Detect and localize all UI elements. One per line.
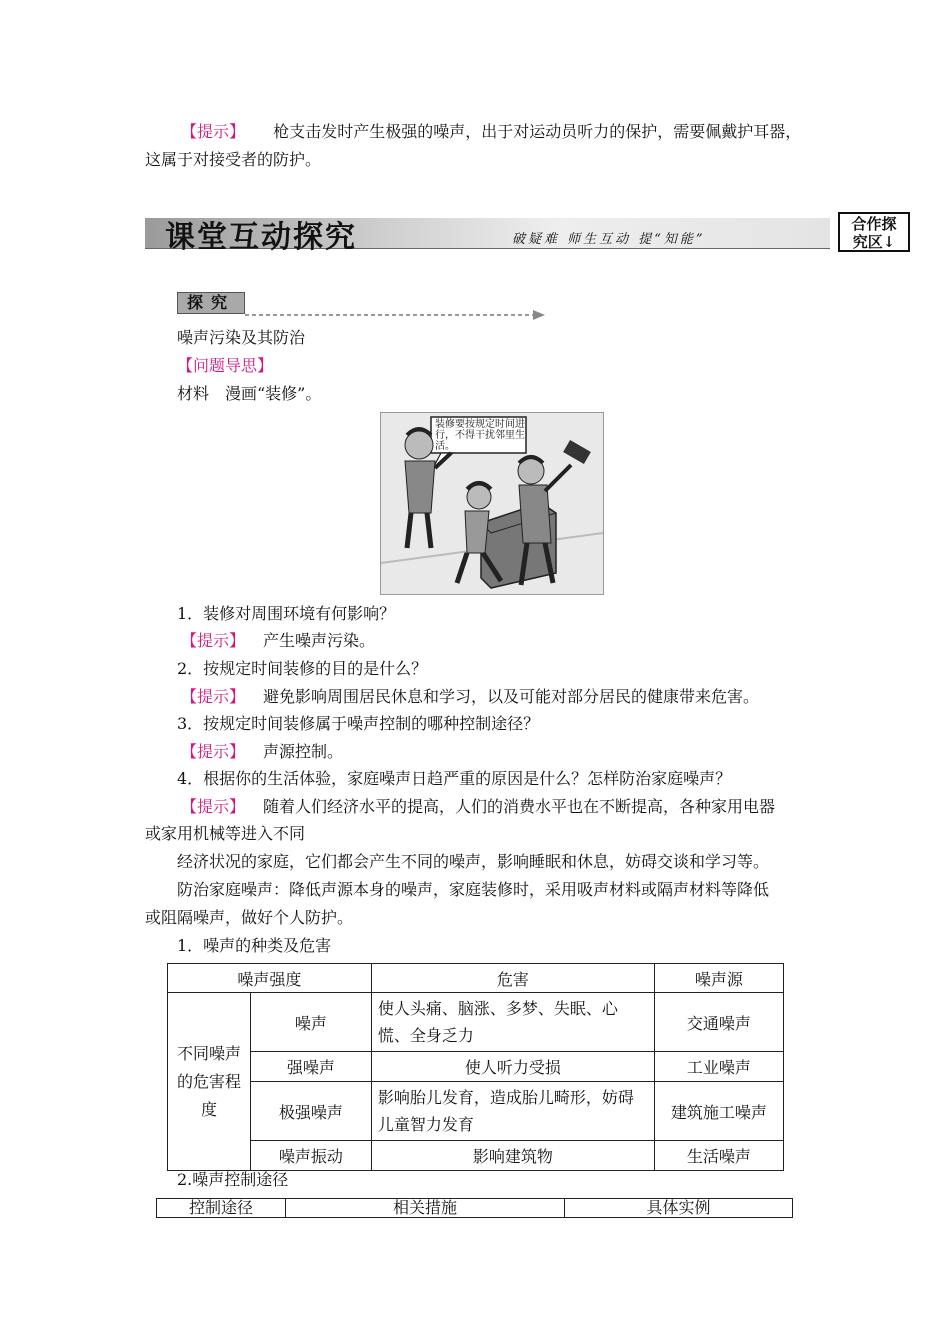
- cartoon-caption: 装修要按规定时间进行，不得干扰邻里生活。: [435, 419, 525, 452]
- table-header-row: [157, 1199, 793, 1218]
- harm-cell: 影响建筑物: [371, 1141, 654, 1171]
- banner-title: 课堂互动探究: [165, 220, 357, 255]
- hint-text: 枪支击发时产生极强的噪声，出于对运动员听力的保护，需要佩戴护耳器，: [273, 122, 802, 141]
- header-cell: 危害: [371, 964, 654, 993]
- question-2: 2．按规定时间装修的目的是什么？: [177, 659, 428, 678]
- group-label-cell: 不同噪声的危害程度: [168, 993, 251, 1171]
- table2-heading: 2.噪声控制途径: [177, 1170, 289, 1189]
- level-cell: 强噪声: [251, 1052, 372, 1082]
- arrow-down-icon: ↓: [882, 233, 896, 251]
- paragraph-3b: 或阻隔噪声，做好个人防护。: [145, 908, 354, 927]
- dashed-arrow-icon: [245, 308, 550, 322]
- answer-1: 【提示】 产生噪声污染。: [181, 631, 376, 650]
- level-cell: 极强噪声: [251, 1082, 372, 1141]
- topic-title: 噪声污染及其防治: [177, 328, 306, 347]
- cartoon-image: [380, 412, 604, 595]
- banner-subtitle: 破疑难 师生互动 提“知能”: [512, 232, 706, 247]
- harm-cell: 使人听力受损: [371, 1052, 654, 1082]
- table-row: [168, 1052, 784, 1082]
- intro-hint-line: [181, 118, 801, 146]
- hint-tag: 【提示】: [181, 687, 246, 706]
- header-cell: 噪声源: [654, 964, 783, 993]
- hint-tag: 【提示】: [181, 631, 246, 650]
- material-line: 材料 漫画“装修”。: [177, 384, 322, 403]
- answer-4: 【提示】 随着人们经济水平的提高，人们的消费水平也在不断提高，各种家用电器: [181, 797, 776, 816]
- section-badge: [838, 212, 910, 252]
- table-row: [168, 1082, 784, 1141]
- explore-tag: 探究: [177, 292, 245, 314]
- intro-hint-line-2: 这属于对接受者的防护。: [145, 150, 322, 169]
- paragraph-3a: 防治家庭噪声：降低声源本身的噪声，家庭装修时，采用吸声材料或隔声材料等降低: [177, 880, 770, 899]
- hint-tag: 【提示】: [181, 122, 246, 141]
- table-row: [168, 993, 784, 1052]
- level-cell: 噪声: [251, 993, 372, 1052]
- guide-heading: 【问题导思】: [177, 356, 274, 375]
- table1-heading: 1．噪声的种类及危害: [177, 936, 332, 955]
- noise-harm-table: [167, 963, 784, 1171]
- header-cell: 具体实例: [565, 1199, 793, 1218]
- source-cell: 交通噪声: [654, 993, 783, 1052]
- table-header-row: [168, 964, 784, 993]
- paragraph-2: 经济状况的家庭，它们都会产生不同的噪声，影响睡眠和休息，妨碍交谈和学习等。: [177, 852, 770, 871]
- level-cell: 噪声振动: [251, 1141, 372, 1171]
- harm-cell: 使人头痛、脑涨、多梦、失眠、心慌、全身乏力: [371, 993, 654, 1052]
- question-3: 3．按规定时间装修属于噪声控制的哪种控制途径？: [177, 714, 540, 733]
- section-banner: [145, 212, 830, 255]
- hint-tag: 【提示】: [181, 742, 246, 761]
- question-1: 1．装修对周围环境有何影响？: [177, 604, 396, 623]
- noise-control-table: [156, 1198, 793, 1218]
- source-cell: 生活噪声: [654, 1141, 783, 1171]
- header-cell: 相关措施: [286, 1199, 565, 1218]
- source-cell: 建筑施工噪声: [654, 1082, 783, 1141]
- badge-line-2: 究区↓: [852, 233, 896, 251]
- source-cell: 工业噪声: [654, 1052, 783, 1082]
- harm-cell: 影响胎儿发育，造成胎儿畸形，妨碍儿童智力发育: [371, 1082, 654, 1141]
- header-cell: 控制途径: [157, 1199, 286, 1218]
- answer-2: 【提示】 避免影响周围居民休息和学习，以及可能对部分居民的健康带来危害。: [181, 687, 760, 706]
- header-cell: 噪声强度: [168, 964, 372, 993]
- hint-tag: 【提示】: [181, 797, 246, 816]
- question-4: 4．根据你的生活体验，家庭噪声日趋严重的原因是什么？怎样防治家庭噪声？: [177, 769, 732, 788]
- answer-3: 【提示】 声源控制。: [181, 742, 344, 761]
- badge-line-1: 合作探: [851, 215, 897, 233]
- paragraph-1: 或家用机械等进入不同: [145, 824, 306, 843]
